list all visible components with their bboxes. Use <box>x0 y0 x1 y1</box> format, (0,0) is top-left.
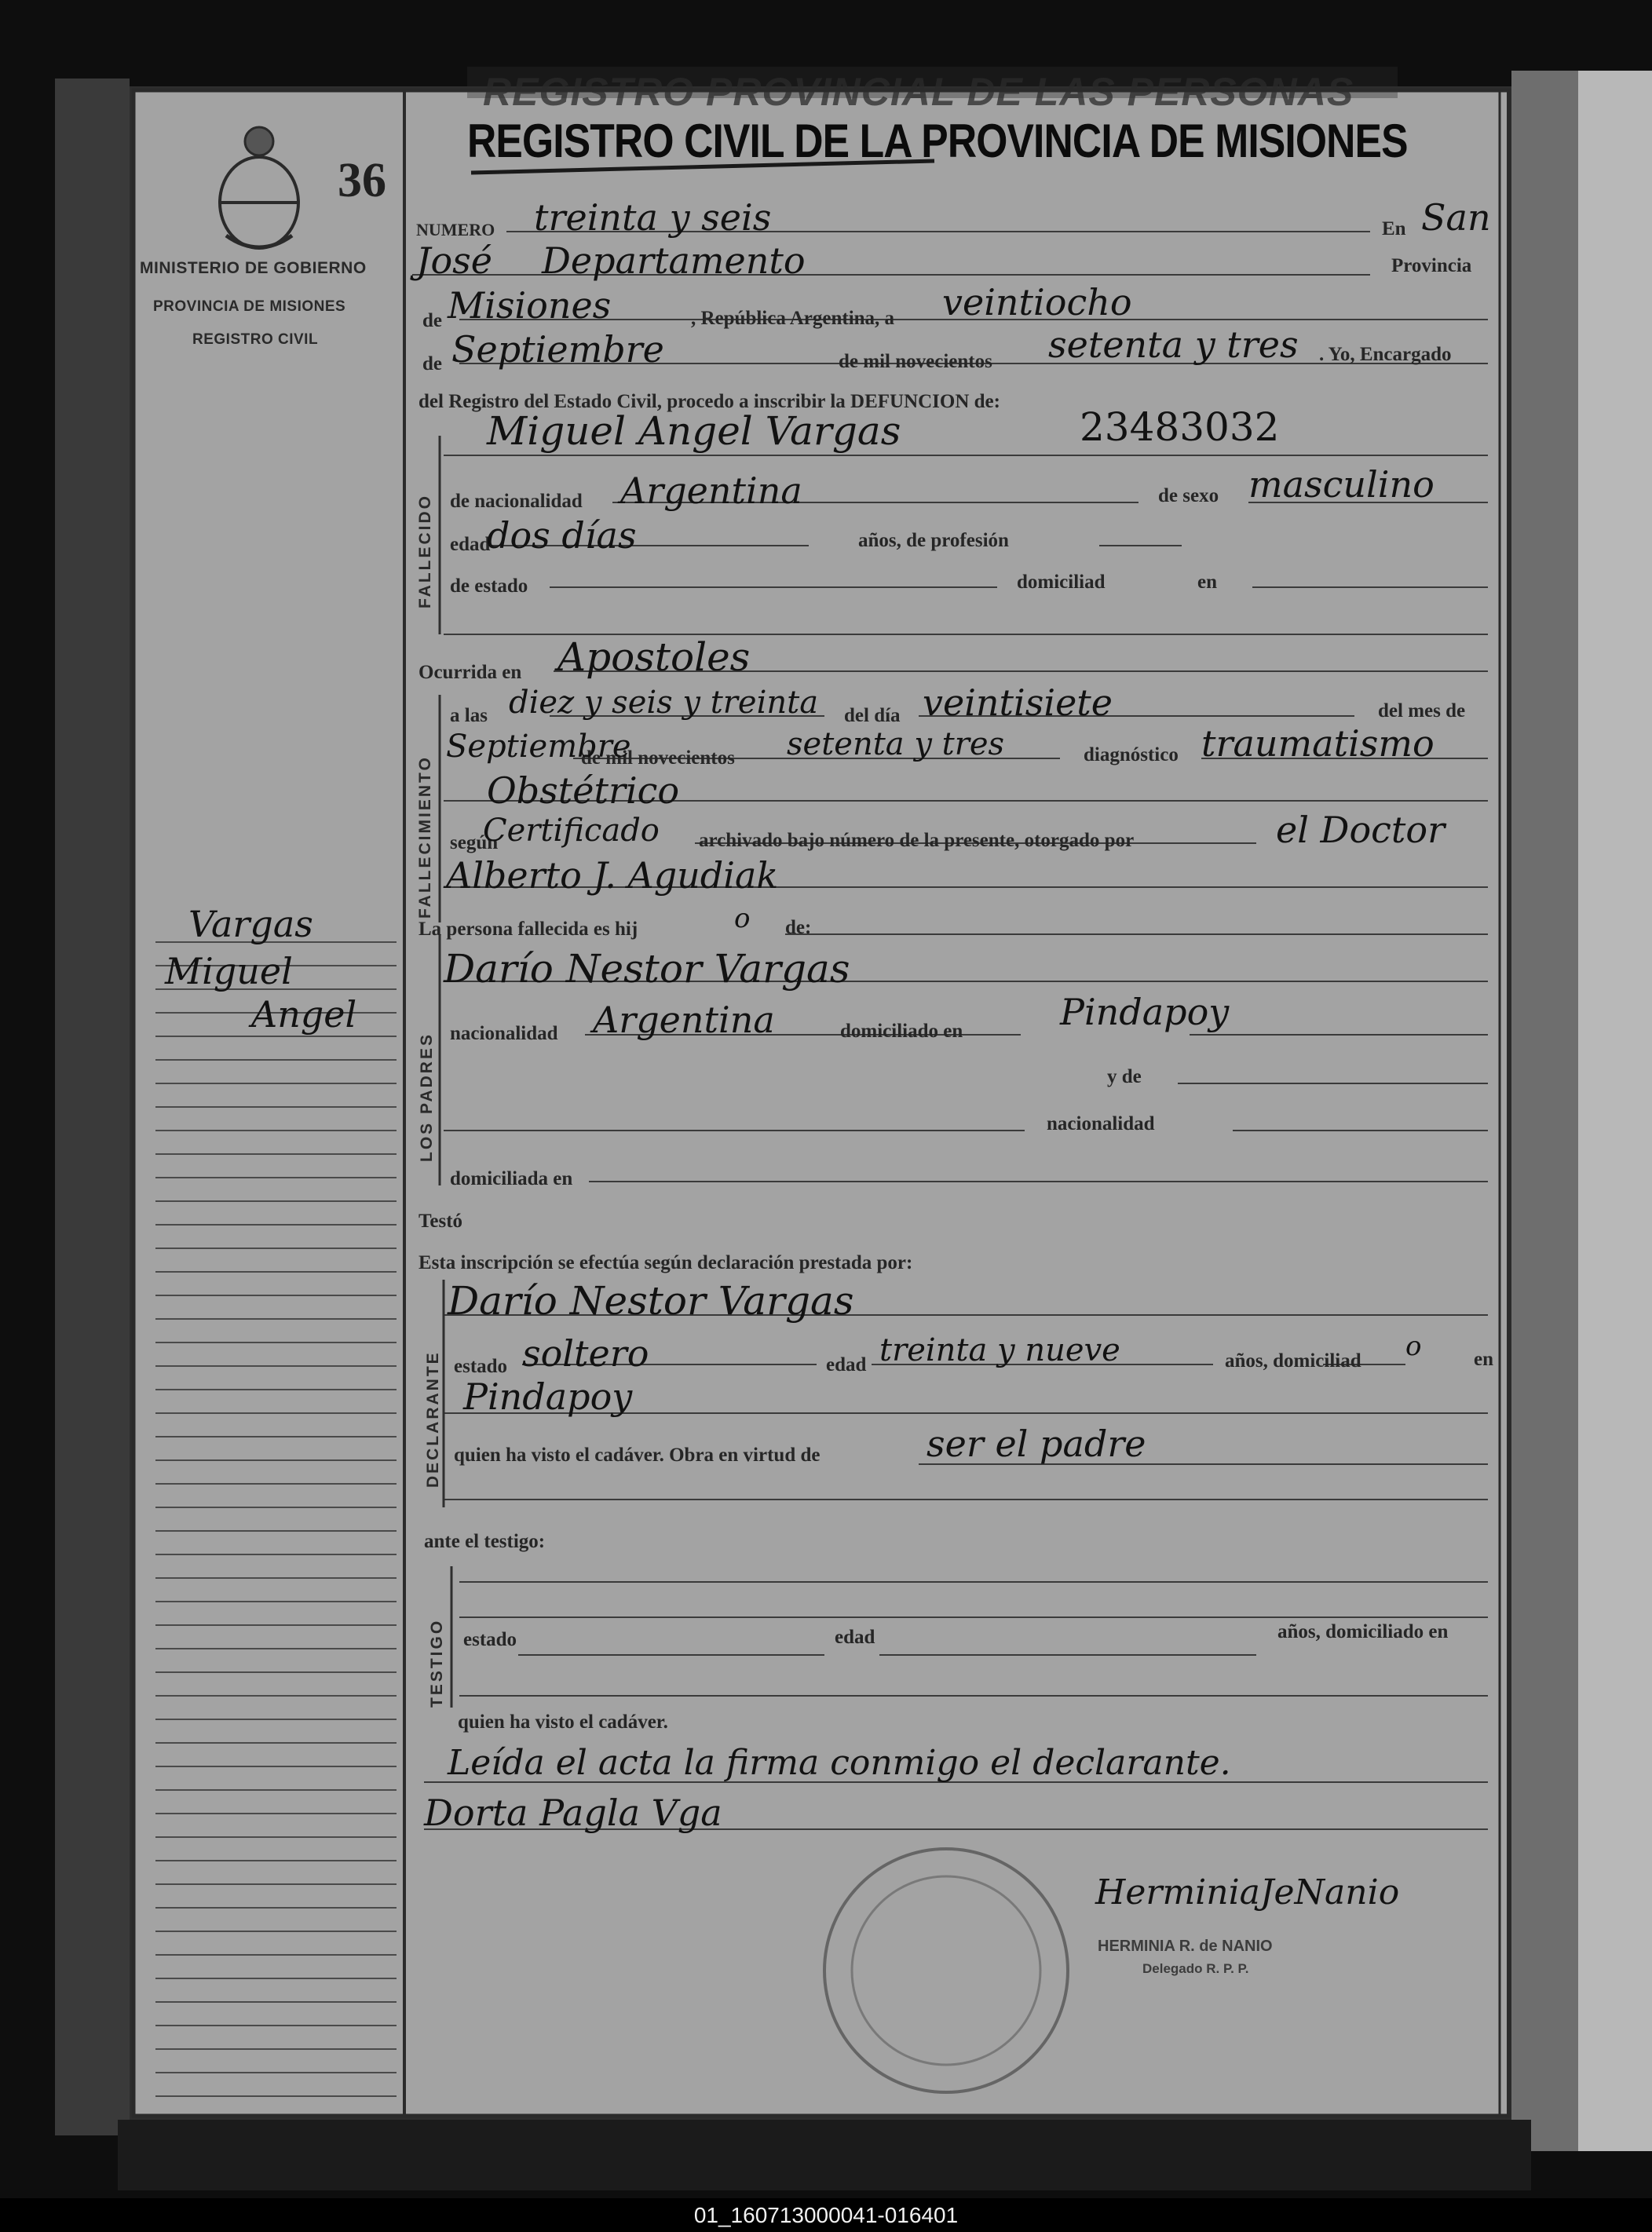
old-title-strikethrough: REGISTRO PROVINCIAL DE LAS PERSONAS <box>483 70 1354 108</box>
label-provincia: Provincia <box>1391 255 1472 276</box>
label-yo-encargado: . Yo, Encargado <box>1319 344 1452 365</box>
hand-virtue: ser el padre <box>927 1423 1146 1465</box>
hand-father-domicile: Pindapoy <box>1060 991 1230 1033</box>
hand-certificate: Certificado <box>483 813 660 849</box>
label-estado2: estado <box>463 1629 517 1650</box>
label-anos-domiciliado: años, domiciliad <box>1225 1350 1361 1372</box>
hand-death-year: setenta y tres <box>787 726 1005 762</box>
label-en2: en <box>1197 572 1217 593</box>
hand-age: dos días <box>487 514 637 557</box>
label-domiciliado: domiciliad <box>1017 572 1106 593</box>
label-a-las: a las <box>450 705 488 726</box>
hand-closing1: Leída el acta la firma conmigo el declarante. <box>448 1743 1231 1783</box>
label-de1: de <box>422 310 442 331</box>
label-de2: de <box>422 353 442 374</box>
label-testo: Testó <box>418 1211 463 1232</box>
hand-day: veintiocho <box>942 281 1132 323</box>
stamp-name: HERMINIA R. de NANIO <box>1098 1938 1273 1955</box>
label-del-dia: del día <box>844 705 901 726</box>
label-de-nacionalidad: de nacionalidad <box>450 491 583 512</box>
hand-provincia: Misiones <box>448 284 612 327</box>
hand-hijo-suffix: o <box>734 903 751 934</box>
label-quien-ha-visto2: quien ha visto el cadáver. <box>458 1711 668 1733</box>
label-edad3: edad <box>835 1627 875 1648</box>
label-domiciliado-en: domiciliado en <box>840 1021 963 1042</box>
label-edad2: edad <box>826 1354 867 1375</box>
hand-closing2: Dorta Pagla Vga <box>424 1792 722 1834</box>
hand-doctor1: el Doctor <box>1276 809 1446 851</box>
section-testigo: TESTIGO <box>428 1618 446 1708</box>
ministry-line1: MINISTERIO DE GOBIERNO <box>140 259 367 277</box>
hand-city2: José <box>416 239 492 282</box>
label-persona-fallecida: La persona fallecida es hij <box>418 919 638 940</box>
label-diagnostico: diagnóstico <box>1084 744 1179 765</box>
hand-time: diez y seis y treinta <box>509 685 819 721</box>
hand-death-month: Septiembre <box>446 729 631 765</box>
section-padres: LOS PADRES <box>418 1032 436 1162</box>
label-del-registro: del Registro del Estado Civil, procedo a inscribir la DEFUNCION de: <box>418 391 1000 412</box>
hand-doc-number: 23483032 <box>1080 404 1280 450</box>
label-inscripcion: Esta inscripción se efectúa según declaración prestada por: <box>418 1252 913 1273</box>
hand-doctor2: Alberto J. Agudiak <box>446 854 779 897</box>
official-seal-stamp <box>824 1849 1068 2092</box>
label-y-de: y de <box>1107 1066 1142 1087</box>
document-id-bar: 01_160713000041-016401 <box>0 2198 1652 2232</box>
hand-en-city: San <box>1421 196 1491 239</box>
hand-declarant-state: soltero <box>522 1332 649 1375</box>
section-declarante: DECLARANTE <box>424 1350 442 1488</box>
margin-note-line3: Angel <box>251 993 357 1036</box>
hand-declarant-suffix: o <box>1405 1331 1422 1362</box>
hand-declarant-domicile: Pindapoy <box>463 1375 633 1418</box>
label-de-mil2: de mil novecientos <box>581 747 735 769</box>
label-nacionalidad2: nacionalidad <box>1047 1113 1155 1134</box>
hand-father: Darío Nestor Vargas <box>444 946 850 992</box>
hand-father-nationality: Argentina <box>593 999 775 1041</box>
hand-declarant-age: treinta y nueve <box>879 1332 1120 1368</box>
hand-sex: masculino <box>1248 463 1435 506</box>
hand-diagnosis2: Obstétrico <box>487 769 680 812</box>
hand-deceased: Miguel Angel Vargas <box>487 408 901 454</box>
hand-month: Septiembre <box>451 328 664 371</box>
hand-declarant: Darío Nestor Vargas <box>448 1278 854 1324</box>
label-del-mes-de: del mes de <box>1378 700 1466 721</box>
stamp-role: Delegado R. P. P. <box>1142 1961 1249 1976</box>
hand-nationality: Argentina <box>620 469 802 512</box>
ministry-line3: REGISTRO CIVIL <box>192 331 319 348</box>
hand-death-day: veintisiete <box>923 681 1113 724</box>
signature: HerminiaJeNanio <box>1095 1872 1400 1912</box>
label-de3: de: <box>785 917 812 938</box>
label-de-estado: de estado <box>450 575 528 597</box>
label-anos-domiciliado2: años, domiciliado en <box>1277 1621 1449 1642</box>
margin-note-line1: Vargas <box>188 903 313 945</box>
label-ocurrida-en: Ocurrida en <box>418 662 522 683</box>
hand-diagnosis1: traumatismo <box>1201 722 1435 765</box>
margin-note-line2: Miguel <box>165 950 293 992</box>
page-title: REGISTRO CIVIL DE LA PROVINCIA DE MISIONES <box>467 115 1408 167</box>
label-de-mil: de mil novecientos <box>839 351 992 372</box>
coat-of-arms-icon <box>220 127 298 248</box>
label-en: En <box>1382 218 1406 239</box>
label-ante-testigo: ante el testigo: <box>424 1531 546 1552</box>
label-edad: edad <box>450 534 491 555</box>
label-archivado: archivado bajo número de la presente, otorgado por <box>699 830 1135 851</box>
label-en3: en <box>1474 1349 1493 1370</box>
label-quien-ha-visto: quien ha visto el cadáver. Obra en virtud de <box>454 1445 821 1466</box>
section-fallecimiento: FALLECIMIENTO <box>416 755 434 919</box>
hand-departamento: Departamento <box>542 239 806 282</box>
section-fallecido: FALLECIDO <box>416 494 434 608</box>
hand-numero: treinta y seis <box>534 196 772 239</box>
label-nacionalidad: nacionalidad <box>450 1023 558 1044</box>
hand-year: setenta y tres <box>1048 323 1299 366</box>
label-estado: estado <box>454 1356 508 1377</box>
label-segun: según <box>450 832 499 853</box>
sheet-number: 36 <box>338 154 386 207</box>
hand-place: Apostoles <box>557 634 751 680</box>
label-anos-profesion: años, de profesión <box>858 530 1009 551</box>
ministry-line2: PROVINCIA DE MISIONES <box>153 298 346 315</box>
label-numero: NUMERO <box>416 220 495 239</box>
label-de-sexo: de sexo <box>1158 485 1219 506</box>
label-republica: , República Argentina, a <box>691 308 895 329</box>
label-domiciliada-en: domiciliada en <box>450 1168 573 1189</box>
